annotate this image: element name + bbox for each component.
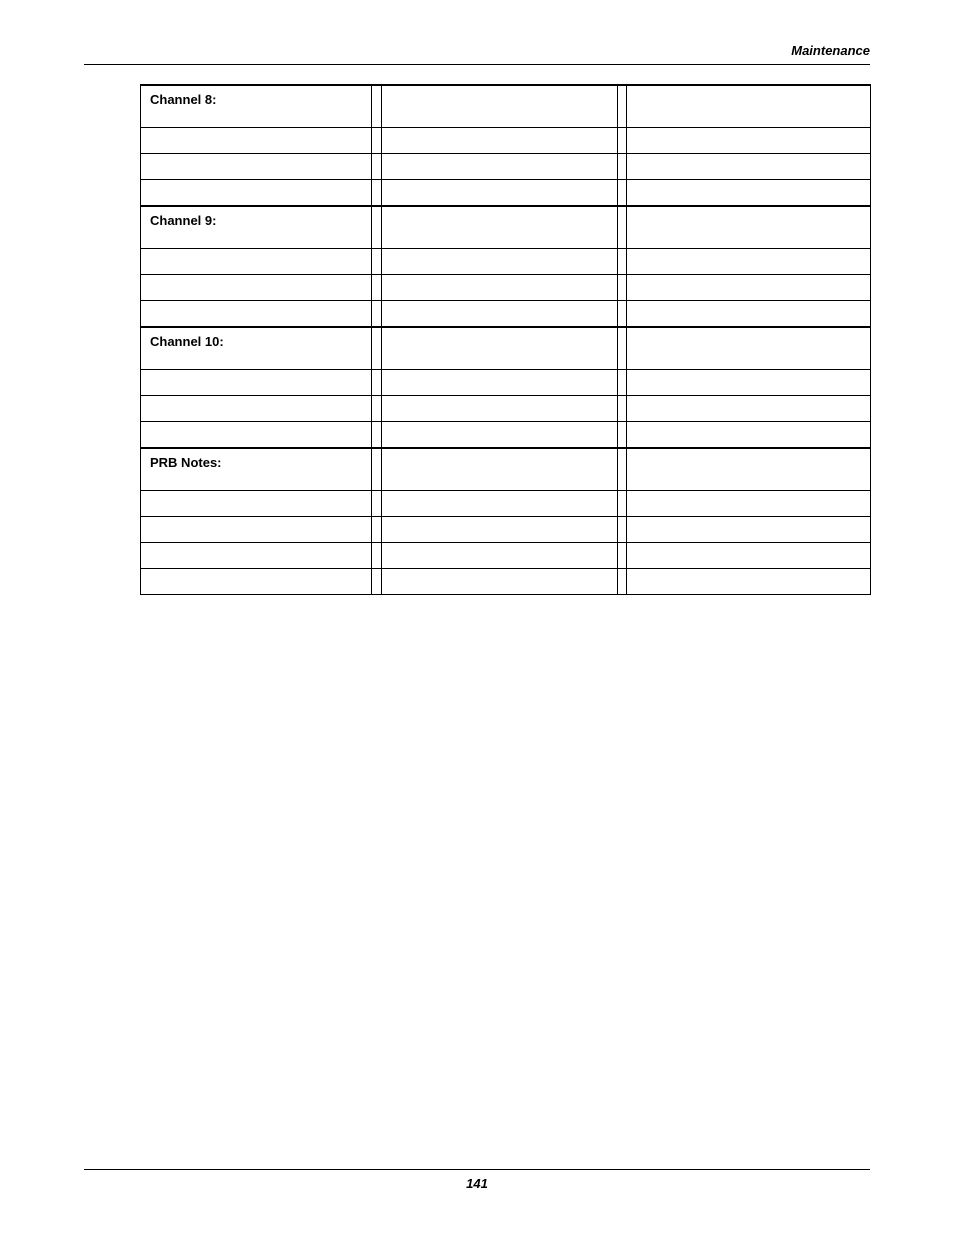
form-row — [141, 543, 871, 569]
entry-cell[interactable] — [626, 543, 870, 569]
section-label: PRB Notes: — [141, 448, 372, 491]
entry-cell[interactable] — [381, 543, 617, 569]
entry-cell[interactable] — [626, 327, 870, 370]
checkbox-cell[interactable] — [617, 370, 626, 396]
entry-cell[interactable] — [381, 370, 617, 396]
entry-cell[interactable] — [381, 301, 617, 328]
checkbox-cell[interactable] — [371, 491, 381, 517]
header-divider — [84, 64, 870, 65]
checkbox-cell[interactable] — [617, 543, 626, 569]
checkbox-cell[interactable] — [617, 517, 626, 543]
checkbox-cell[interactable] — [371, 370, 381, 396]
running-header: Maintenance — [791, 43, 870, 58]
entry-cell[interactable] — [381, 491, 617, 517]
entry-cell[interactable] — [141, 128, 372, 154]
entry-cell[interactable] — [626, 206, 870, 249]
footer-divider — [84, 1169, 870, 1170]
entry-cell[interactable] — [141, 180, 372, 207]
entry-cell[interactable] — [626, 180, 870, 207]
entry-cell[interactable] — [141, 569, 372, 595]
checkbox-cell[interactable] — [371, 543, 381, 569]
checkbox-cell[interactable] — [617, 422, 626, 449]
entry-cell[interactable] — [626, 370, 870, 396]
entry-cell[interactable] — [381, 128, 617, 154]
entry-cell[interactable] — [141, 370, 372, 396]
entry-cell[interactable] — [381, 206, 617, 249]
entry-cell[interactable] — [626, 85, 870, 128]
checkbox-cell[interactable] — [617, 275, 626, 301]
checkbox-cell[interactable] — [371, 128, 381, 154]
entry-cell[interactable] — [141, 249, 372, 275]
entry-cell[interactable] — [141, 396, 372, 422]
page-number: 141 — [466, 1176, 488, 1191]
entry-cell[interactable] — [381, 275, 617, 301]
checkbox-cell[interactable] — [617, 301, 626, 328]
entry-cell[interactable] — [381, 396, 617, 422]
entry-cell[interactable] — [626, 301, 870, 328]
form-row — [141, 301, 871, 328]
checkbox-cell[interactable] — [371, 569, 381, 595]
entry-cell[interactable] — [626, 491, 870, 517]
entry-cell[interactable] — [626, 422, 870, 449]
form-row — [141, 517, 871, 543]
entry-cell[interactable] — [626, 128, 870, 154]
form-row — [141, 422, 871, 449]
checkbox-cell[interactable] — [371, 422, 381, 449]
entry-cell[interactable] — [381, 154, 617, 180]
checkbox-cell[interactable] — [617, 569, 626, 595]
form-row — [141, 370, 871, 396]
form-row — [141, 180, 871, 207]
section-header-row — [141, 85, 871, 128]
checkbox-cell[interactable] — [371, 301, 381, 328]
section-header-row — [141, 448, 871, 491]
checkbox-cell[interactable] — [617, 180, 626, 207]
checkbox-cell[interactable] — [617, 206, 626, 249]
entry-cell[interactable] — [381, 327, 617, 370]
entry-cell[interactable] — [141, 543, 372, 569]
checkbox-cell[interactable] — [617, 128, 626, 154]
channel-notes-form — [140, 84, 871, 595]
entry-cell[interactable] — [381, 422, 617, 449]
entry-cell[interactable] — [626, 448, 870, 491]
checkbox-cell[interactable] — [371, 517, 381, 543]
form-row — [141, 491, 871, 517]
entry-cell[interactable] — [381, 517, 617, 543]
entry-cell[interactable] — [141, 301, 372, 328]
checkbox-cell[interactable] — [617, 396, 626, 422]
checkbox-cell[interactable] — [617, 491, 626, 517]
form-row — [141, 569, 871, 595]
checkbox-cell[interactable] — [371, 396, 381, 422]
checkbox-cell[interactable] — [617, 327, 626, 370]
checkbox-cell[interactable] — [371, 327, 381, 370]
entry-cell[interactable] — [381, 569, 617, 595]
section-header-row — [141, 327, 871, 370]
section-label: Channel 9: — [141, 206, 372, 249]
entry-cell[interactable] — [141, 275, 372, 301]
checkbox-cell[interactable] — [617, 154, 626, 180]
checkbox-cell[interactable] — [617, 448, 626, 491]
entry-cell[interactable] — [381, 180, 617, 207]
section-label: Channel 10: — [141, 327, 372, 370]
entry-cell[interactable] — [381, 85, 617, 128]
section-header-row — [141, 206, 871, 249]
form-row — [141, 396, 871, 422]
checkbox-cell[interactable] — [371, 448, 381, 491]
checkbox-cell[interactable] — [371, 85, 381, 128]
form-row — [141, 249, 871, 275]
entry-cell[interactable] — [626, 249, 870, 275]
checkbox-cell[interactable] — [371, 206, 381, 249]
section-label: Channel 8: — [141, 85, 372, 128]
checkbox-cell[interactable] — [371, 180, 381, 207]
form-row — [141, 154, 871, 180]
entry-cell[interactable] — [626, 396, 870, 422]
entry-cell[interactable] — [626, 154, 870, 180]
entry-cell[interactable] — [141, 491, 372, 517]
checkbox-cell[interactable] — [371, 249, 381, 275]
checkbox-cell[interactable] — [371, 275, 381, 301]
form-row — [141, 128, 871, 154]
entry-cell[interactable] — [381, 249, 617, 275]
entry-cell[interactable] — [626, 517, 870, 543]
checkbox-cell[interactable] — [617, 85, 626, 128]
entry-cell[interactable] — [141, 517, 372, 543]
entry-cell[interactable] — [141, 422, 372, 449]
checkbox-cell[interactable] — [617, 249, 626, 275]
entry-cell[interactable] — [381, 448, 617, 491]
entry-cell[interactable] — [626, 275, 870, 301]
entry-cell[interactable] — [626, 569, 870, 595]
entry-cell[interactable] — [141, 154, 372, 180]
form-row — [141, 275, 871, 301]
checkbox-cell[interactable] — [371, 154, 381, 180]
